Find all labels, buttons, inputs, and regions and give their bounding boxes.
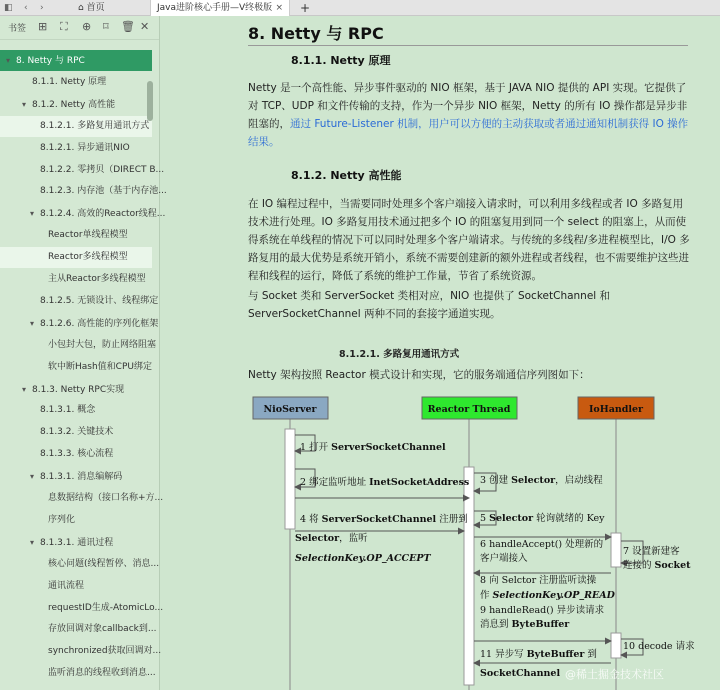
toc-item[interactable] xyxy=(0,225,152,246)
tab-home-label: 首页 xyxy=(86,3,105,13)
heading-812: 8.1.2. Netty 高性能 xyxy=(291,169,402,182)
heading-811: 8.1.1. Netty 原理 xyxy=(291,54,391,67)
toc-item-label: 软中断Hash值和CPU绑定 xyxy=(48,361,152,372)
toc-item[interactable] xyxy=(0,94,152,115)
toc-item-label: 8.1.3.1. 概念 xyxy=(40,405,96,416)
step-4-line3: SelectionKey.OP_ACCEPT xyxy=(295,553,431,564)
new-tab-button[interactable]: + xyxy=(300,1,311,15)
toc-item[interactable] xyxy=(0,576,152,597)
step-4-line1: 4 将 ServerSocketChannel 注册到 xyxy=(300,514,468,525)
toc-item-label: 息数据结构（接口名称+方... xyxy=(48,493,164,503)
toc-item-label: 主从Reactor多线程模型 xyxy=(48,274,146,284)
toc-item[interactable] xyxy=(0,247,152,268)
step-10: 10 decode 请求 xyxy=(623,641,695,652)
heading-8121: 8.1.2.1. 多路复用通讯方式 xyxy=(339,349,460,360)
toc-item[interactable] xyxy=(0,335,157,356)
sidebar-scrollbar[interactable] xyxy=(147,81,153,121)
step-8-line2: 作 SelectionKey.OP_READ xyxy=(480,590,615,601)
watermark: @稀土掘金技术社区 xyxy=(565,668,664,681)
paragraph-netty-intro xyxy=(248,79,693,151)
tab-document-label: Java进阶核心手册—V终极版 xyxy=(157,3,273,13)
toc-item-label: 8.1.2.1. 多路复用通讯方式 xyxy=(40,120,150,131)
toc-item[interactable] xyxy=(0,138,152,159)
paragraph-io-multiplex: 在 IO 编程过程中，当需要同时处理多个客户端接入请求时，可以利用多线程或者 IO 多路复用技术进行处理。IO 多路复用技术通过把多个 IO 的阻塞复用到同一个 select 的阻塞上，从而使得系统在单线程的情况下可以同时处理多个客户端请求。与传统的多线程/多进程模型比，I/O 多路复用的最大优势是系统开销小，系统不需要创建新的额外进程或者线程，也不需要维护这些进程和线程的运行，降低了系统的维护工作量，节省了系统资源。 xyxy=(248,198,690,282)
toc-item-label: 8.1.3.1. 通讯过程 xyxy=(40,537,114,548)
step-1: 1 打开 ServerSocketChannel xyxy=(300,442,446,453)
actor-reactor-thread-label: Reactor Thread xyxy=(427,404,511,415)
toc-item-label: 核心问题(线程暂停、消息... xyxy=(48,558,160,569)
toc-item[interactable] xyxy=(0,400,152,421)
toc-item[interactable] xyxy=(0,598,164,619)
toc-item-label: 8.1.2. Netty 高性能 xyxy=(32,99,116,110)
sidebar-toolbar xyxy=(0,16,159,40)
toc-item-label: Reactor单线程模型 xyxy=(48,230,128,241)
sequence-diagram xyxy=(248,395,703,690)
close-icon[interactable]: × xyxy=(275,3,283,13)
step-5: 5 Selector 轮询就绪的 Key xyxy=(480,513,605,524)
activation-nioserver xyxy=(285,429,295,529)
toc-item-label: 8.1.3.2. 关键技术 xyxy=(40,427,114,438)
toc-item-label: 序列化 xyxy=(48,514,76,525)
close-sidebar-icon[interactable]: ✕ xyxy=(140,20,150,33)
chevron-down-icon[interactable]: ▾ xyxy=(30,209,35,219)
chevron-down-icon[interactable]: ▾ xyxy=(22,99,27,109)
bookmark-sidebar xyxy=(0,16,167,690)
step-4-line2: Selector，监听 xyxy=(295,533,368,544)
toc-item-label: 8.1.3. Netty RPC实现 xyxy=(32,384,125,395)
chevron-down-icon[interactable]: ▾ xyxy=(6,56,11,65)
paragraph-netty-intro-text: Netty 是一个高性能、异步事件驱动的 NIO 框架，基于 JAVA NIO 提供的 API 实现。它提供了对 TCP、UDP 和文件传输的支持，作为一个异步 NIO 框架，Netty 的所有 IO 操作都是异步非阻塞的， xyxy=(248,82,688,130)
toc-item[interactable] xyxy=(0,160,165,181)
toc-item-label: 8.1.2.5. 无锁设计、线程绑定 xyxy=(40,295,159,306)
toc-item[interactable] xyxy=(0,72,152,93)
menu-icon[interactable]: ◧ xyxy=(4,3,13,13)
chevron-down-icon[interactable]: ▾ xyxy=(30,318,35,328)
toc-item-label: 8.1.2.1. 异步通讯NIO xyxy=(40,142,130,153)
toc-item-label: 8.1.2.2. 零拷贝（DIRECT B... xyxy=(40,164,165,175)
toc-item-label: 8. Netty 与 RPC xyxy=(16,56,85,66)
step-2: 2 绑定监听地址 InetSocketAddress xyxy=(300,477,470,488)
paragraph-socket: 与 Socket 类和 ServerSocket 类相对应，NIO 也提供了 SocketChannel 和 ServerSocketChannel 两种不同的套接字通道实现。 xyxy=(248,290,611,320)
toc-item[interactable] xyxy=(0,203,166,224)
back-icon[interactable]: ‹ xyxy=(24,3,28,13)
activation-reactor xyxy=(464,467,474,685)
tab-document[interactable] xyxy=(150,0,290,16)
activation-iohandler-2 xyxy=(611,633,621,658)
toc-item[interactable] xyxy=(0,466,152,487)
delete-icon[interactable]: 🗑 xyxy=(121,20,135,33)
chevron-down-icon[interactable]: ▾ xyxy=(30,537,35,547)
toc-item[interactable] xyxy=(0,641,162,662)
page-title: 8. Netty 与 RPC xyxy=(248,24,384,43)
toc-item[interactable] xyxy=(0,379,152,400)
toc-item[interactable] xyxy=(0,532,152,553)
title-divider xyxy=(248,45,688,46)
bookmark-icon[interactable]: ⌑ xyxy=(103,20,109,33)
toc-item-label: 8.1.2.3. 内存池（基于内存池... xyxy=(40,186,167,197)
toc-item[interactable] xyxy=(0,181,167,202)
step-7-line2: 连接的 Socket xyxy=(623,560,691,571)
toc-item[interactable] xyxy=(0,619,157,640)
toc-item-label: 监听消息的线程收到消息... xyxy=(48,668,156,679)
step-6-line1: 6 handleAccept() 处理新的 xyxy=(480,539,604,550)
toc-item[interactable] xyxy=(0,269,152,290)
toc-item-label: 8.1.3.3. 核心流程 xyxy=(40,449,114,460)
tab-bar xyxy=(0,0,720,16)
paragraph-reactor: Netty 架构按照 Reactor 模式设计和实现，它的服务端通信序列图如下： xyxy=(248,369,590,381)
step-9-line2: 消息到 ByteBuffer xyxy=(480,619,570,630)
document-page xyxy=(161,16,720,690)
toc-item-label: requestID生成-AtomicLo... xyxy=(48,602,164,613)
expand-icon[interactable]: ⛶ xyxy=(60,20,68,33)
toc-item-label: 8.1.2.6. 高性能的序列化框架 xyxy=(40,318,159,329)
toc-item-label: 8.1.1. Netty 原理 xyxy=(32,76,107,87)
toc-item[interactable] xyxy=(0,663,156,684)
toc-item[interactable] xyxy=(0,313,159,334)
toc-item[interactable] xyxy=(0,422,152,443)
step-8-line1: 8 向 Selctor 注册监听读操 xyxy=(480,575,597,586)
toc-item-label: 8.1.2.4. 高效的Reactor线程... xyxy=(40,209,166,220)
toc-item[interactable] xyxy=(0,510,152,531)
add-bookmark-icon[interactable]: ⊕ xyxy=(82,20,92,33)
tab-home[interactable] xyxy=(72,0,148,16)
actor-nioserver-label: NioServer xyxy=(263,404,317,415)
toc-item[interactable] xyxy=(0,116,152,137)
paragraph-netty-intro-link: 通过 Future-Listener 机制，用户可以方便的主动获取或者通过通知机制获得 IO 操作结果。 xyxy=(248,118,689,148)
forward-icon[interactable]: › xyxy=(40,3,44,13)
actor-iohandler-label: IoHandler xyxy=(588,404,644,415)
bookmark-grid-icon[interactable]: ⊞ xyxy=(38,20,48,33)
toc-item-label: 通讯流程 xyxy=(48,580,85,591)
toc-item-label: 8.1.3.1. 消息编解码 xyxy=(40,472,123,483)
toc-item[interactable] xyxy=(0,554,160,575)
step-3: 3 创建 Selector，启动线程 xyxy=(480,475,603,486)
toc-item-label: 存放回调对象callback到... xyxy=(48,624,157,635)
chevron-down-icon[interactable]: ▾ xyxy=(30,472,35,482)
activation-iohandler-1 xyxy=(611,533,621,567)
toc-item-label: Reactor多线程模型 xyxy=(48,252,128,263)
toc-item[interactable] xyxy=(0,444,152,465)
chevron-down-icon[interactable]: ▾ xyxy=(22,384,27,394)
toc-item-label: 小包封大包，防止网络阻塞 xyxy=(48,339,157,350)
step-11-line1: 11 异步写 ByteBuffer 到 xyxy=(480,649,597,660)
toc-item[interactable] xyxy=(0,291,159,312)
toc-item[interactable] xyxy=(0,488,164,509)
toc-item-label: synchronized获取回调对... xyxy=(48,646,162,657)
step-7-line1: 7 设置新建客 xyxy=(623,546,680,557)
toc-item[interactable] xyxy=(0,357,152,378)
home-icon: ⌂ xyxy=(78,3,84,13)
sidebar-title: 书签 xyxy=(8,24,27,34)
toc-item[interactable] xyxy=(0,50,152,71)
step-6-line2: 客户端接入 xyxy=(480,553,528,564)
step-11-line2: SocketChannel xyxy=(480,668,561,679)
step-9-line1: 9 handleRead() 异步读请求 xyxy=(480,605,605,616)
